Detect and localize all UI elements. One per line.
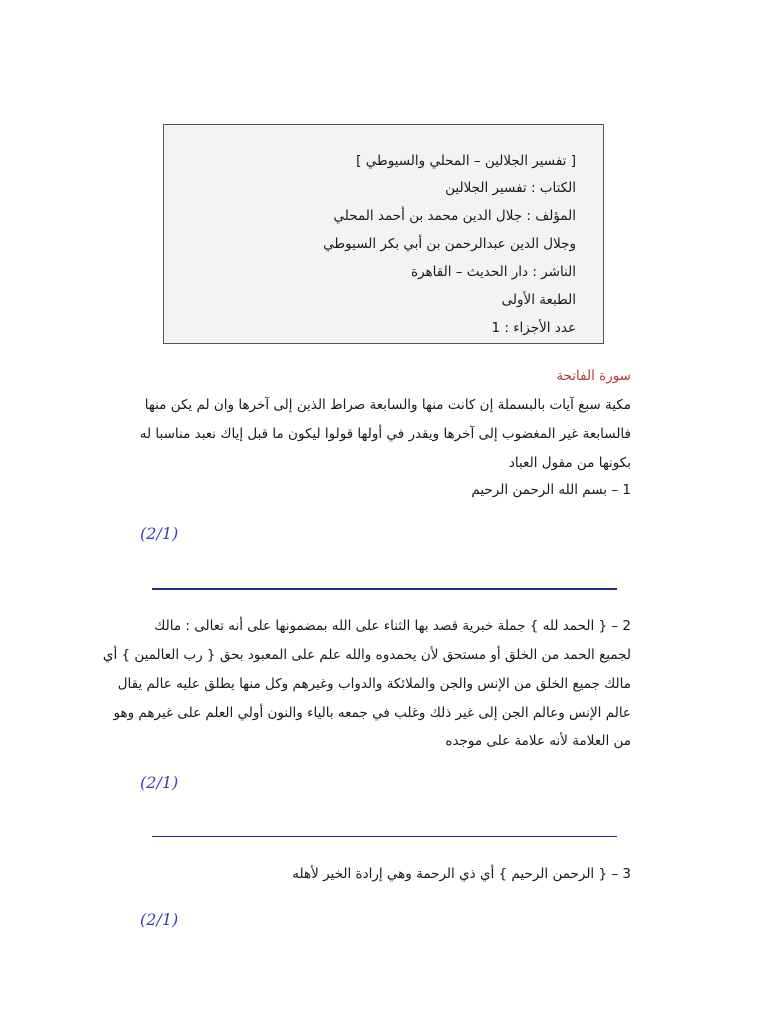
section-divider xyxy=(152,836,617,837)
page-reference: (2/1) xyxy=(140,910,179,929)
verse-2-line: عالم الإنس وعالم الجن إلى غير ذلك وغلب في جمعه بالياء والنون أولي العلم على غيرهم وهو xyxy=(113,705,631,721)
surah-title: سورة الفاتحة xyxy=(556,368,631,384)
edition-line: الطبعة الأولى xyxy=(501,292,576,308)
intro-line: مكية سبع آيات بالبسملة إن كانت منها والسابعة صراط الذين إلى آخرها وان لم يكن منها xyxy=(144,397,631,413)
verse-2-line: من العلامة لأنه علامة على موجده xyxy=(445,733,631,749)
author-line: المؤلف : جلال الدين محمد بن أحمد المحلي xyxy=(333,208,576,224)
intro-line: بكونها من مقول العباد xyxy=(508,455,631,471)
verse-2-line: 2 – { الحمد لله } جملة خبرية قصد بها الثناء على الله بمضمونها على أنه تعالى : مالك xyxy=(154,618,631,634)
intro-line: فالسابعة غير المغضوب إلى آخرها ويقدر في أولها قولوا ليكون ما قبل إياك نعبد مناسبا له xyxy=(139,426,631,442)
co-author-line: وجلال الدين عبدالرحمن بن أبي بكر السيوطي xyxy=(323,236,576,252)
volumes-line: عدد الأجزاء : 1 xyxy=(491,320,576,336)
publisher-line: الناشر : دار الحديث – القاهرة xyxy=(411,264,576,280)
page-reference: (2/1) xyxy=(140,773,179,792)
book-heading: [ تفسير الجلالين – المحلي والسيوطي ] xyxy=(356,153,576,169)
verse-3-line: 3 – { الرحمن الرحيم } أي ذي الرحمة وهي إرادة الخير لأهله xyxy=(292,866,631,882)
page-reference: (2/1) xyxy=(140,524,179,543)
verse-2-line: لجميع الحمد من الخلق أو مستحق لأن يحمدوه والله علم على المعبود بحق { رب العالمين } أي xyxy=(102,647,631,663)
section-divider xyxy=(152,588,617,590)
book-info-box xyxy=(163,124,604,344)
verse-1-line: 1 – بسم الله الرحمن الرحيم xyxy=(471,482,631,498)
book-title-line: الكتاب : تفسير الجلالين xyxy=(445,180,576,196)
verse-2-line: مالك جميع الخلق من الإنس والجن والملائكة والدواب وغيرهم وكل منها يطلق عليه عالم يقال xyxy=(117,676,631,692)
